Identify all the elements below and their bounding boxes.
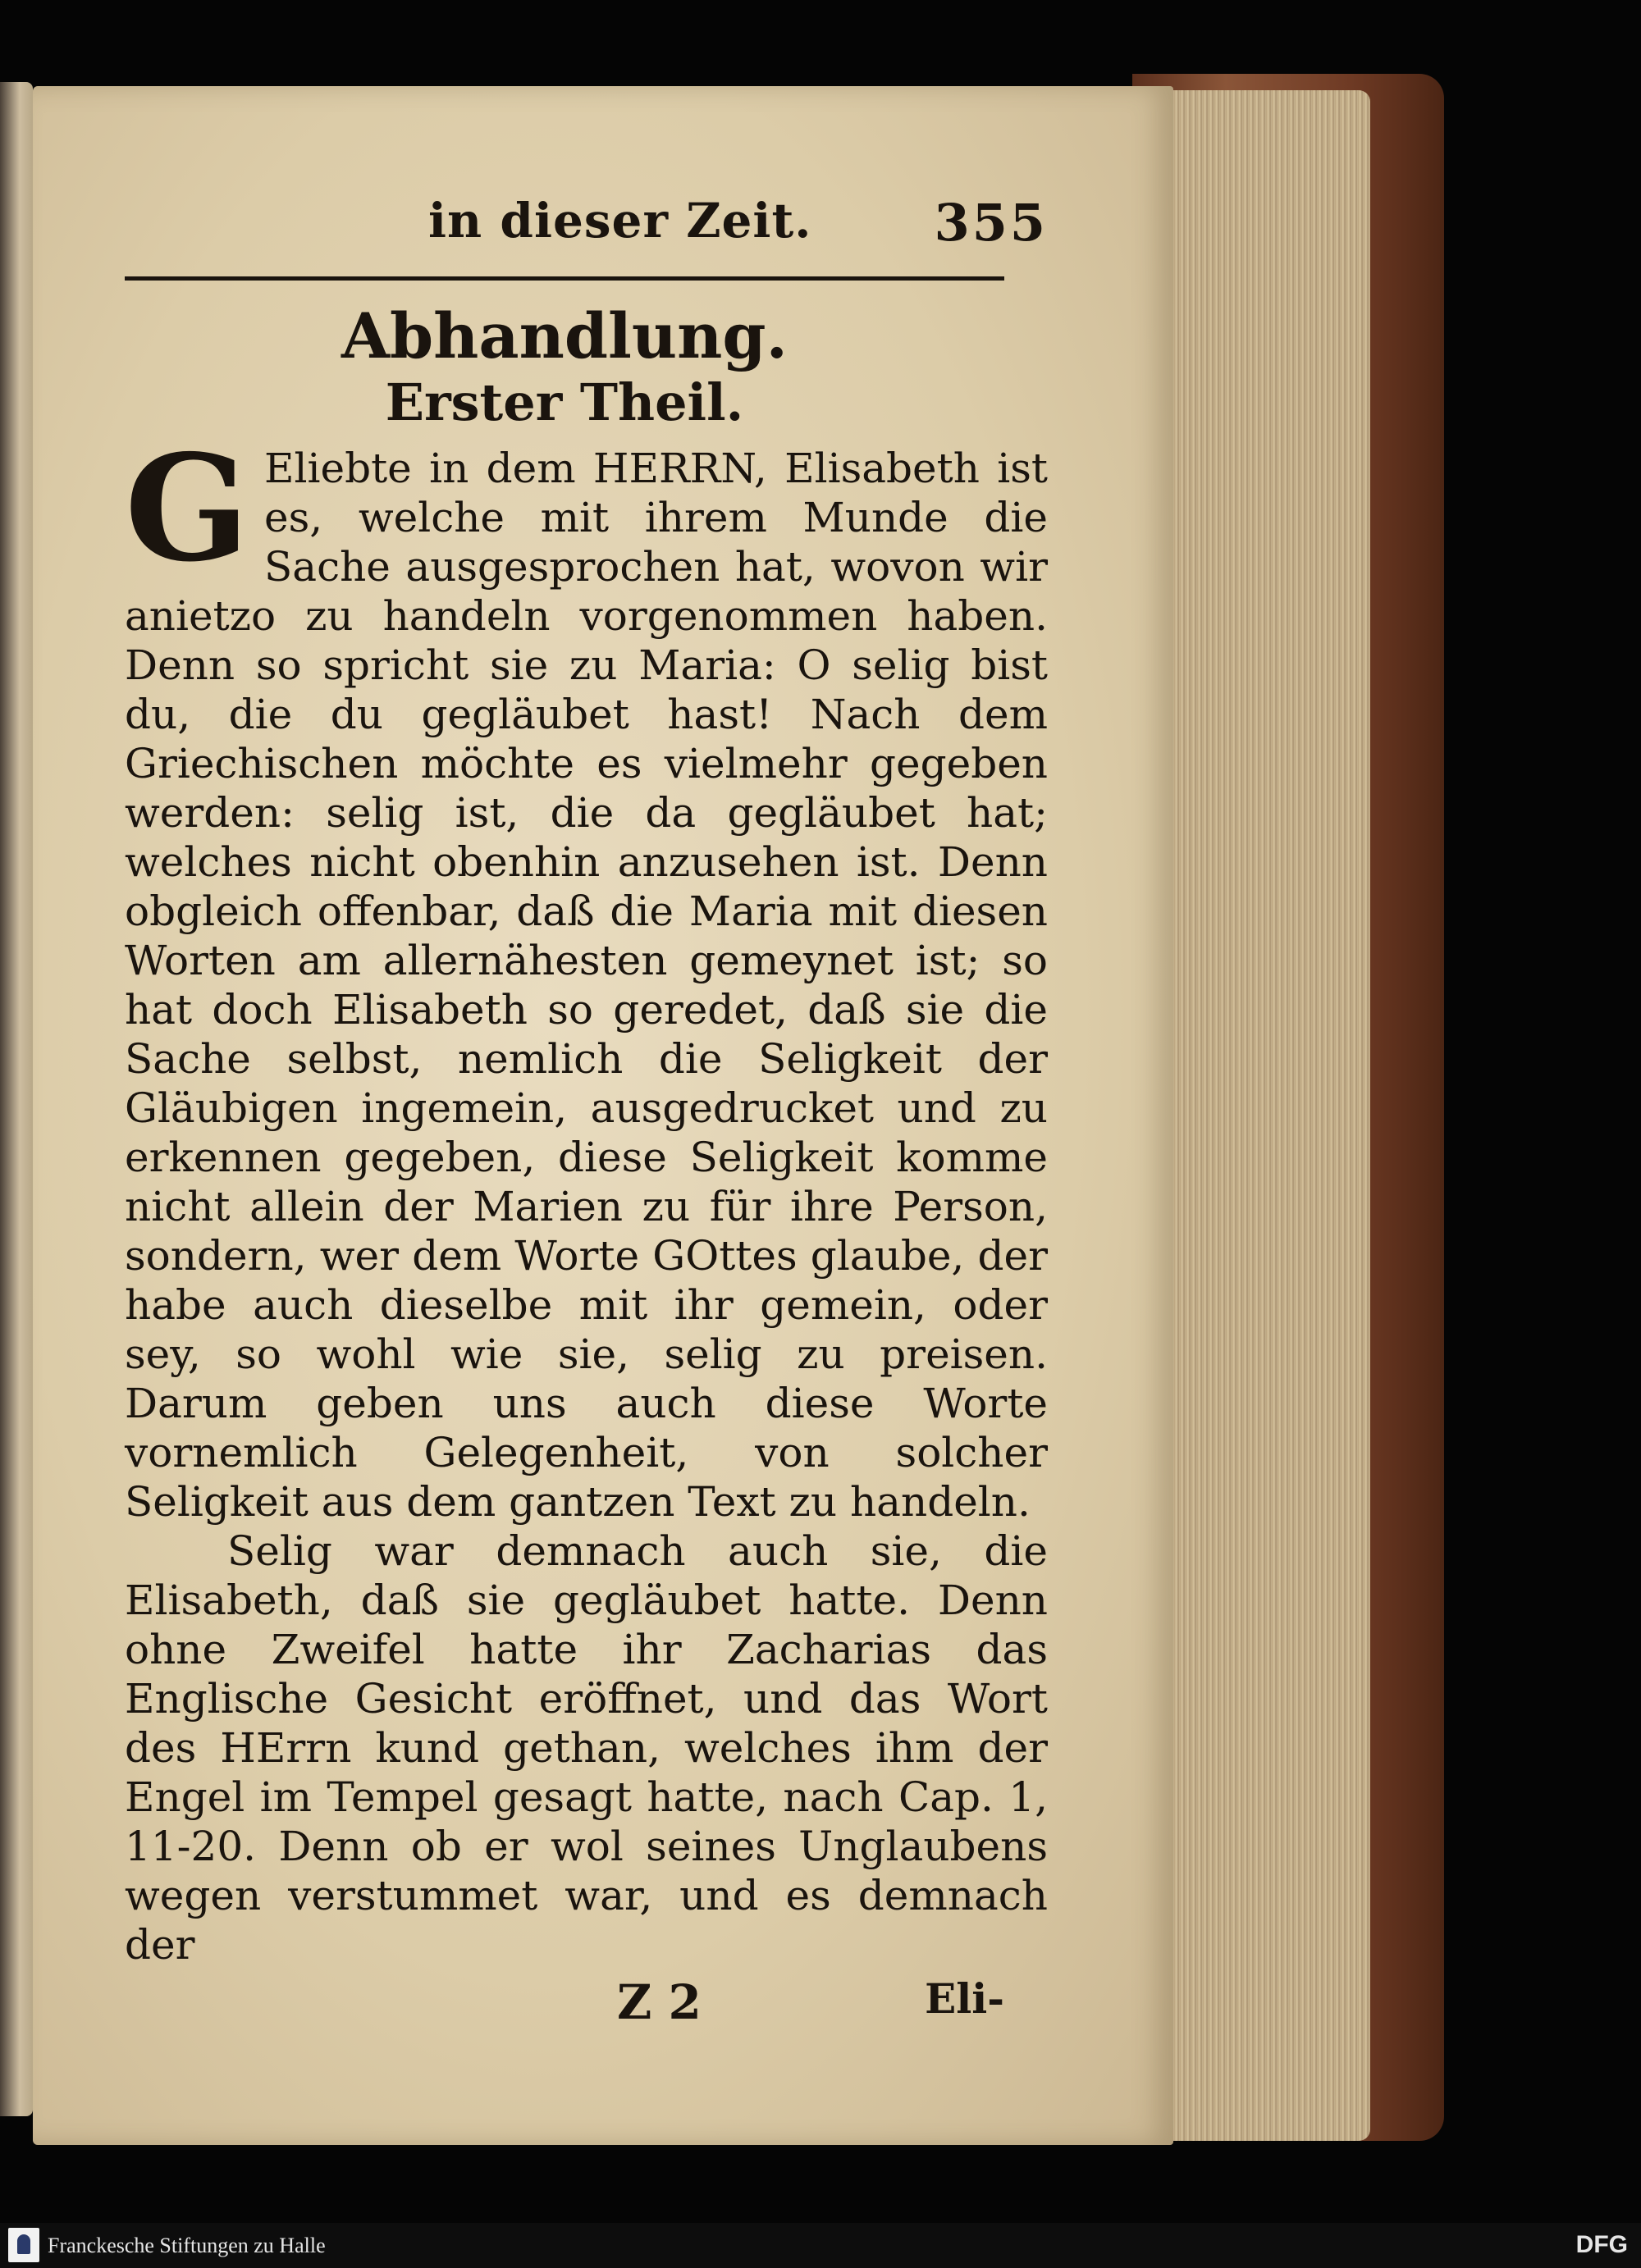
signature-mark: Z 2 (617, 1974, 702, 2030)
paragraph-2: Selig war demnach auch sie, die Elisabeth, daß sie gegläubet hatte. Denn ohne Zweifel hatte ihr Zacharias das Englische Gesicht eröffnet, und das Wort des HErrn kund gethan, welches ihm der Engel im Tempel gesagt hatte, nach Cap. 1, 11-20. Denn ob er wol seines Unglaubens wegen verstummet war, und es demnach der (125, 1527, 1048, 1969)
page-block-edge (1157, 90, 1370, 2141)
page-footer (125, 1974, 1004, 2032)
dfg-logo: DFG (1575, 2231, 1628, 2258)
institution-logo-icon (8, 2228, 39, 2262)
paragraph-1 (125, 422, 1048, 1526)
running-title: in dieser Zeit. (428, 193, 812, 249)
page-header (125, 185, 1048, 283)
drop-cap: G (125, 422, 250, 594)
facing-page-edge (0, 82, 33, 2116)
page-number: 355 (934, 193, 1048, 253)
catchword: Eli- (925, 1974, 1004, 2023)
paragraph-1-text: Eliebte in dem HERRN, Elisabeth ist es, welche mit ihrem Munde die Sache ausgesprochen hat, wovon wir anietzo zu handeln vorgenommen haben. Denn so spricht sie zu Maria: O selig bist du, die du gegläubet hast! Nach dem Griechischen möchte es vielmehr gegeben werden: selig ist, die da gegläubet hat; welches nicht obenhin anzusehen ist. Denn obgleich offenbar, daß die Maria mit diesen Worten am allernähesten gemeynet ist; so hat doch Elisabeth so geredet, daß sie die Sache selbst, nemlich die Seligkeit der Gläubigen ingemein, ausgedrucket und zu erkennen gegeben, diese Seligkeit komme nicht allein der Marien zu für ihre Person, sondern, wer dem Worte GOttes glaube, der habe auch dieselbe mit ihr gemein, oder sey, so wohl wie sie, selig zu preisen. Darum geben uns auch diese Worte vornemlich Gelegenheit, von solcher Seligkeit aus dem gantzen Text zu handeln. (125, 445, 1048, 1526)
book-page (33, 86, 1173, 2145)
institution-name: Franckesche Stiftungen zu Halle (48, 2234, 326, 2257)
section-subheading: Erster Theil. (385, 372, 744, 432)
viewer-footer-bar (0, 2223, 1641, 2268)
text-block (125, 185, 1048, 2032)
header-rule (125, 276, 1004, 281)
section-heading: Abhandlung. (341, 299, 788, 372)
